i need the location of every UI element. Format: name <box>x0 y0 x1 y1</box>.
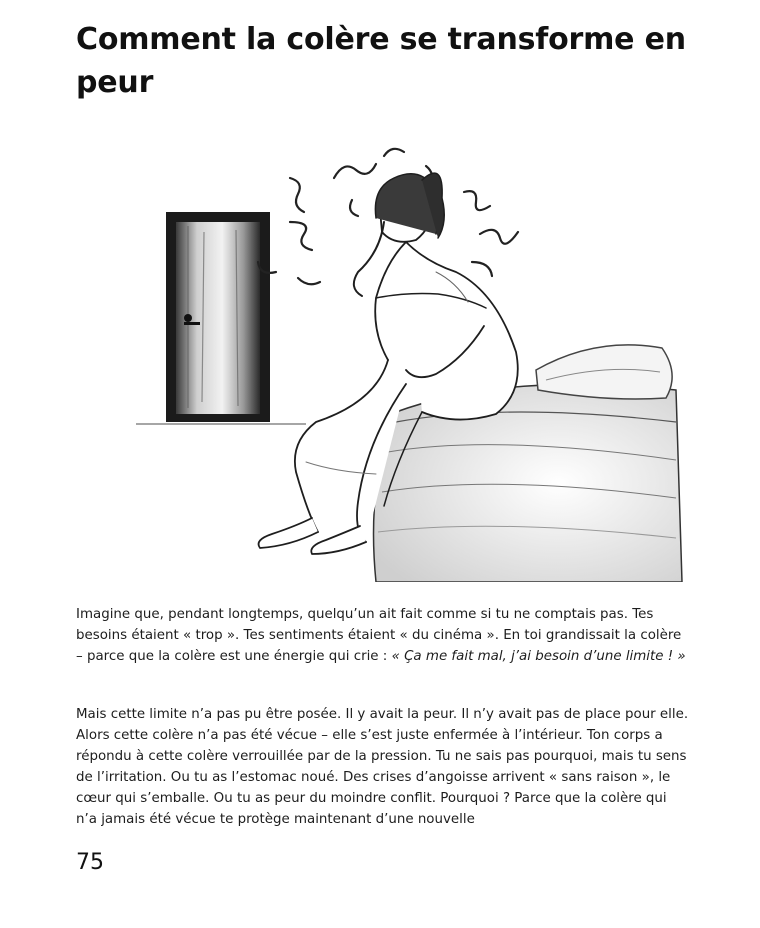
page-number: 75 <box>76 850 104 875</box>
paragraph-text: Imagine que, pendant longtemps, quelqu’un ait fait comme si tu ne comptais pas. Tes besoins étaient « trop ». Tes sentiments étaient « du cinéma ». En toi grandissait la colère – parce que la colère est une énergie qui crie : <box>76 607 682 664</box>
page-title: Comment la colère se transforme en peur <box>76 22 686 100</box>
paragraph-quote: « Ça me fait mal, j’ai besoin d’une limite ! » <box>391 649 686 664</box>
paragraph <box>76 604 691 667</box>
illustration <box>76 122 686 582</box>
paragraph: Mais cette limite n’a pas pu être posée. Il y avait la peur. Il n’y avait pas de place pour elle. Alors cette colère n’a pas été vécue – elle s’est juste enfermée à l’intérieur. Ton corps a répondu à cette colère verrouillée par de la pression. Tu ne sais pas pourquoi, mais tu sens de l’irritation. Ou tu as l’estomac noué. Des crises d’angoisse arrivent « sans raison », le cœur qui s’emballe. Ou tu as peur du moindre conflit. Pourquoi ? Parce que la colère qui n’a jamais été vécue te protège maintenant d’une nouvelle <box>76 707 689 827</box>
door-icon <box>136 212 306 424</box>
woman-on-bed-illustration-icon <box>76 122 686 582</box>
